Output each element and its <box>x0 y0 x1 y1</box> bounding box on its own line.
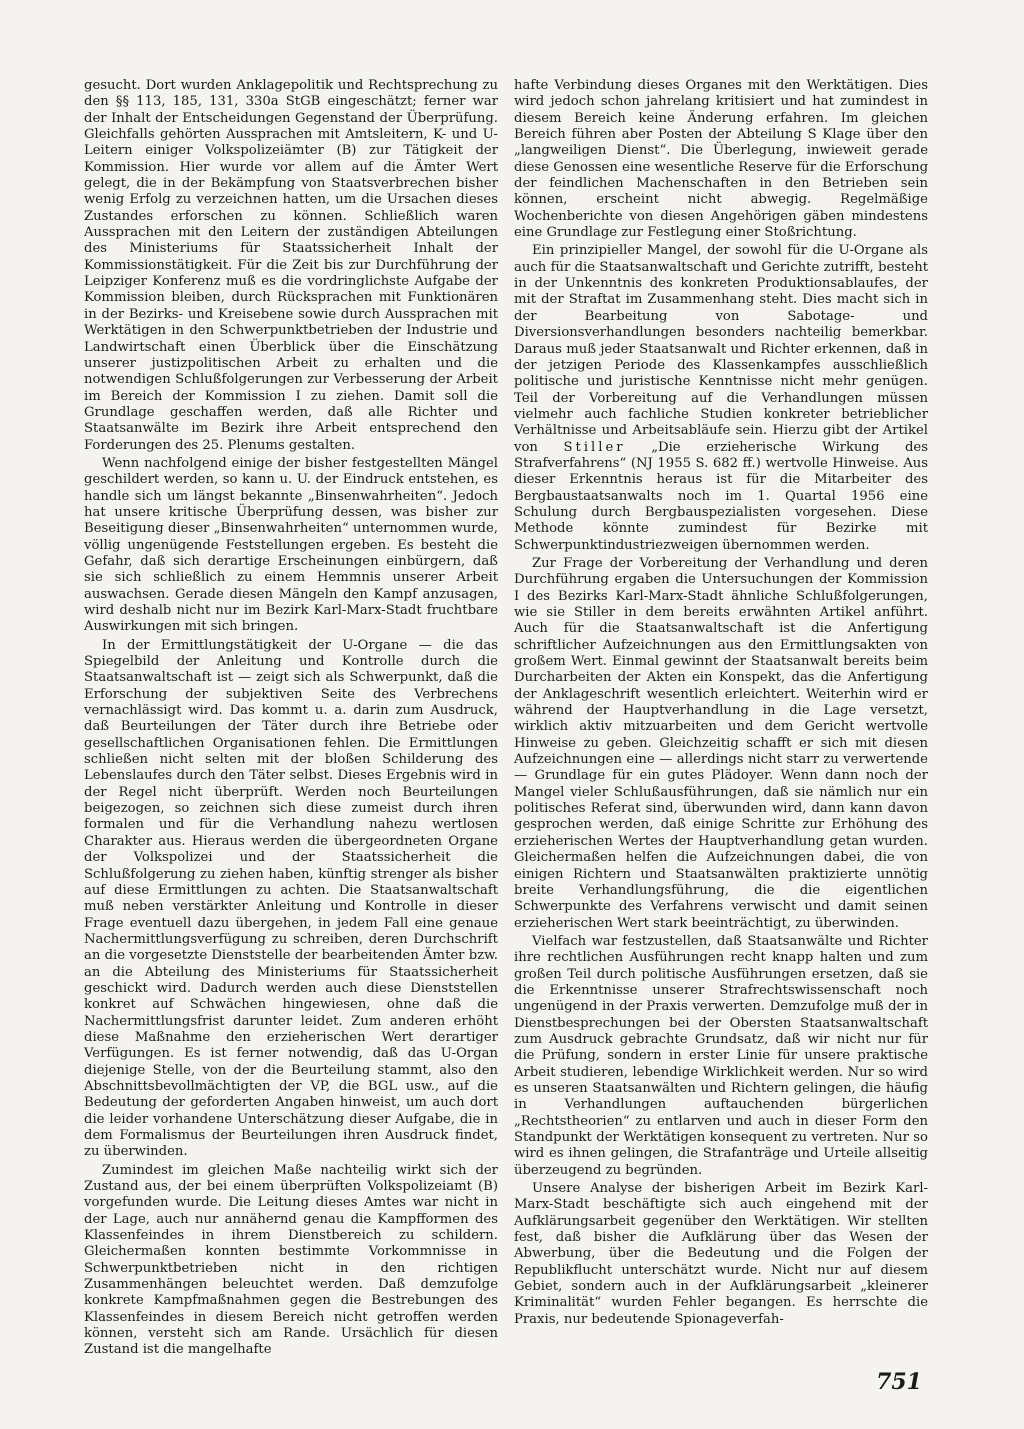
paragraph: Wenn nachfolgend einige der bisher festgestellten Mängel geschildert werden, so kann u. U. der Eindruck entstehen, es handle sich um längst bekannte „Binsenwahrheiten“. Jedoch hat unsere kritische Überprüfung dessen, was bisher zur Beseitigung dieser „Binsenwahrheiten“ unternommen wurde, völlig ungenügende Feststellungen ergeben. Es besteht die Gefahr, daß sich derartige Erscheinungen einbürgern, daß sie sich schließlich zu einem Hemmnis unserer Arbeit auswachsen. Gerade diesen Mängeln den Kampf anzusagen, wird deshalb nicht nur im Bezirk Karl-Marx-Stadt fruchtbare Auswirkungen mit sich bringen. <box>84 455 498 635</box>
paragraph: hafte Verbindung dieses Organes mit den Werktätigen. Dies wird jedoch schon jahrelang kritisiert und hat zumindest in diesem Bereich keine Änderung erfahren. Im gleichen Bereich führen aber Posten der Abteilung S Klage über den „langweiligen Dienst“. Die Überlegung, inwieweit gerade diese Genossen eine wesentliche Reserve für die Erforschung der feindlichen Machenschaften in den Betrieben sein können, erscheint nicht abwegig. Regelmäßige Wochenberichte von diesen Angehörigen gäben mindestens eine Grundlage zur Festlegung einer Stoßrichtung. <box>514 78 929 241</box>
paragraph: gesucht. Dort wurden Anklagepolitik und Rechtsprechung zu den §§ 113, 185, 131, 330a StGB eingeschätzt; ferner war der Inhalt der Entscheidungen Gegenstand der Überprüfung. Gleichfalls gehörten Aussprachen mit Amtsleitern, K- und U-Leitern einiger Volkspolizeiämter (B) zur Tätigkeit der Kommission. Hier wurde vor allem auf die Ämter Wert gelegt, die in der Bekämpfung von Staatsverbrechen bisher wenig Erfolg zu verzeichnen hatten, um die Ursachen dieses Zustandes erforschen zu können. Schließlich waren Aussprachen mit den Leitern der zuständigen Abteilungen des Ministeriums für Staatssicherheit Inhalt der Kommissionstätigkeit. Für die Zeit bis zur Durchführung der Leipziger Konferenz muß es die vordringlichste Aufgabe der Kommission bleiben, durch Rücksprachen mit Funktionären in der Bezirks- und Kreisebene sowie durch Aussprachen mit Werktätigen in den Schwerpunktbetrieben der Industrie und Landwirtschaft einen Überblick über die Einschätzung unserer justizpolitischen Arbeit zu erhalten und die notwendigen Schlußfolgerungen zur Verbesserung der Arbeit im Bereich der Kommission I zu ziehen. Damit soll die Grundlage geschaffen werden, daß alle Richter und Staatsanwälte im Bezirk ihre Arbeit entsprechend den Forderungen des 25. Plenums gestalten. <box>84 78 498 453</box>
paragraph: Vielfach war festzustellen, daß Staatsanwälte und Richter ihre rechtlichen Ausführungen recht knapp halten und zum großen Teil durch politische Ausführungen ersetzen, daß sie die Erkenntnisse unserer Strafrechtswissenschaft noch ungenügend in der Praxis verwerten. Demzufolge muß der in Dienstbesprechungen bei der Obersten Staatsanwaltschaft zum Ausdruck gebrachte Grundsatz, daß wir nicht nur für die Prüfung, sondern in erster Linie für unsere praktische Arbeit studieren, lebendige Wirklichkeit werden. Nur so wird es unseren Staatsanwälten und Richtern gelingen, die häufig in Verhandlungen auftauchenden bürgerlichen „Rechtstheorien“ zu entlarven und auch in dieser Form den Standpunkt der Werktätigen konsequent zu vertreten. Nur so wird es ihnen gelingen, die Strafanträge und Urteile allseitig überzeugend zu begründen. <box>514 933 928 1178</box>
paragraph: In der Ermittlungstätigkeit der U-Organe — die das Spiegelbild der Anleitung und Kontrolle durch die Staatsanwaltschaft ist — zeigt sich als Schwerpunkt, daß die Erforschung der subjektiven Seite des Verbrechens vernachlässigt wird. Das kommt u. a. darin zum Ausdruck, daß Beurteilungen der Täter durch ihre Betriebe oder gesellschaftlichen Organisationen fehlen. Die Ermittlungen schließen nicht selten mit der bloßen Schilderung des Lebenslaufes durch den Täter selbst. Dieses Ergebnis wird in der Regel nicht überprüft. Werden noch Beurteilungen beigezogen, so zeichnen sich diese zumeist durch ihren formalen und für die Verhandlung nahezu wertlosen Charakter aus. Hieraus werden die übergeordneten Organe der Volkspolizei und der Staatssicherheit die Schlußfolgerung zu ziehen haben, künftig strenger als bisher auf diese Ermittlungen zu achten. Die Staatsanwaltschaft muß neben verstärkter Anleitung und Kontrolle in dieser Frage eventuell dazu übergehen, in jedem Fall eine genaue Nachermittlungsverfügung zu schreiben, deren Durchschrift an die vorgesetzte Dienststelle der bearbeitenden Ämter bzw. an die Abteilung des Ministeriums für Staatssicherheit geschickt wird. Dadurch werden auch diese Dienststellen konkret auf Schwächen hingewiesen, ohne daß die Nachermittlungsfrist darunter leidet. Zum anderen erhöht diese Maßnahme den erzieherischen Wert derartiger Verfügungen. Es ist ferner notwendig, daß das U-Organ diejenige Stelle, von der die Beurteilung stammt, also den Abschnittsbevollmächtigten der VP, die BGL usw., auf die Bedeutung der geforderten Angaben hinweist, um auch dort die leider vorhandene Unterschätzung dieser Aufgabe, die in dem Formalismus der Beurteilungen ihren Ausdruck findet, zu überwinden. <box>84 637 498 1160</box>
paragraph: Zumindest im gleichen Maße nachteilig wirkt sich der Zustand aus, der bei einem überprüften Volkspolizeiamt (B) vorgefunden wurde. Die Leitung dieses Amtes war nicht in der Lage, auch nur annähernd genau die Kampfformen des Klassenfeindes in ihrem Dienstbereich zu schildern. Gleichermaßen konnten bestimmte Vorkommnisse in Schwerpunktbetrieben nicht in den richtigen Zusammenhängen beleuchtet werden. Daß demzufolge konkrete Kampfmaßnahmen gegen die Bestrebungen des Klassenfeindes in diesem Bereich nicht getroffen werden können, versteht sich am Rande. Ursächlich für diesen Zustand ist die mangelhafte <box>84 1162 498 1358</box>
paragraph-text: Ein prinzipieller Mangel, der sowohl für die U-Organe als auch für die Staatsanwaltschaft und Gerichte zutrifft, besteht in der Unkenntnis des konkreten Produktionsablaufes, der mit der Straftat im Zusammenhang steht. Dies macht sich in der Bearbeitung von Sabotage- und Diversionsverhandlungen besonders nachteilig bemerkbar. Daraus muß jeder Staatsanwalt und Richter erkennen, daß in der jetzigen Periode des Klassenkampfes ausschließlich politische und juristische Kenntnisse nicht mehr genügen. Teil der Vorbereitung auf die Verhandlungen müssen vielmehr auch fachliche Studien konkreter betrieblicher Verhältnisse und Arbeitsabläufe sein. Hierzu gibt der Artikel von <box>514 243 928 455</box>
paragraph: Unsere Analyse der bisherigen Arbeit im Bezirk Karl-Marx-Stadt beschäftigte sich auch eingehend mit der Aufklärungsarbeit gegenüber den Werktätigen. Wir stellten fest, daß bisher die Aufklärung über das Wesen der Abwerbung, über die Bedeutung und die Folgen der Republikflucht unterschätzt wurde. Nicht nur auf diesem Gebiet, sondern auch in der Aufklärungsarbeit „kleinerer Kriminalität“ wurden Fehler begangen. Es herrschte die Praxis, nur bedeutende Spionageverfah- <box>514 1181 928 1327</box>
paragraph: Zur Frage der Vorbereitung der Verhandlung und deren Durchführung ergaben die Untersuchungen der Kommission I des Bezirks Karl-Marx-Stadt ähnliche Schlußfolgerungen, wie sie Stiller in dem bereits erwähnten Artikel anführt. Auch für die Staatsanwaltschaft ist die Anfertigung schriftlicher Aufzeichnungen aus den Ermittlungsakten von großem Wert. Einmal gewinnt der Staatsanwalt bereits beim Durcharbeiten der Akten ein Konspekt, das die Anfertigung der Anklageschrift wesentlich erleichtert. Weiterhin wird er während der Hauptverhandlung in die Lage versetzt, wirklich aktiv mitzuarbeiten und dem Gericht wertvolle Hinweise zu geben. Gleichzeitig schafft er sich mit diesen Aufzeichnungen eine — allerdings nicht starr zu verwertende — Grundlage für ein gutes Plädoyer. Wenn dann noch der Mangel vieler Schlußausführungen, daß sie nämlich nur ein politisches Referat sind, überwunden wird, dann kann davon gesprochen werden, daß einige Schritte zur Erhöhung des erzieherischen Wertes der Hauptverhandlung getan wurden. Gleichermaßen helfen die Aufzeichnungen dabei, die von einigen Richtern und Staatsanwälten praktizierte unnötig breite Verhandlungsführung, die die eigentlichen Schwerpunkte des Verfahrens verwischt und damit seinen erzieherischen Wert stark beeinträchtigt, zu überwinden. <box>514 555 928 931</box>
right-column <box>514 78 928 1328</box>
paragraph <box>514 243 928 554</box>
page-number: 751 <box>876 1369 922 1395</box>
author-name: Stiller <box>563 439 626 455</box>
paragraph-text: „Die erzieherische Wirkung des Strafverfahrens“ (NJ 1955 S. 682 ff.) wertvolle Hinweise. Aus dieser Erkenntnis heraus ist für die Mitarbeiter des Bergbaustaatsanwalts noch im 1. Quartal 1956 eine Schulung durch Bergbauspezialisten vorgesehen. Diese Methode könnte zumindest für Bezirke mit Schwerpunktindustriezweigen übernommen werden. <box>514 439 928 553</box>
left-column <box>84 78 498 1359</box>
